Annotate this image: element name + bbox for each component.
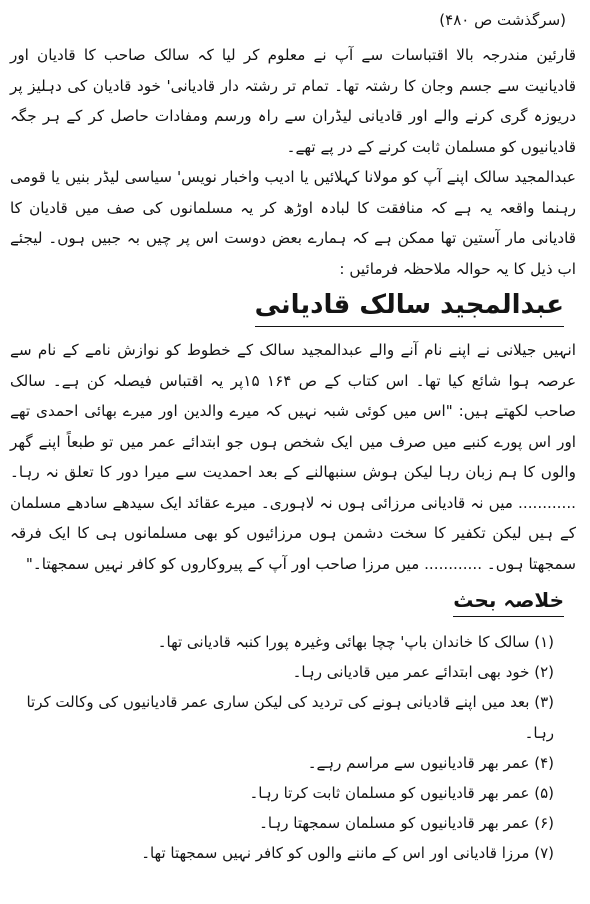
summary-item: (۷) مرزا قادیانی اور اس کے ماننے والوں کو کافر نہیں سمجھتا تھا۔ — [141, 844, 554, 863]
summary-item: (۲) خود بھی ابتدائے عمر میں قادیانی رہا۔ — [292, 663, 554, 682]
page-reference: (سرگذشت ص ۴۸۰) — [439, 11, 566, 29]
summary-item: (۵) عمر بھر قادیانیوں کو مسلمان ثابت کرتا رہا۔ — [249, 784, 554, 803]
intro-paragraph-part-2: عبدالمجید سالک اپنے آپ کو مولانا کہلائیں یا ادیب واخبار نویس' سیاسی لیڈر بنیں یا قومی رہنما واقعہ یہ ہے کہ منافقت کا لبادہ اوڑھ کر یہ مسلمانوں کی صف میں قادیان کا قادیانی مار آستین تھا ممکن ہے کہ ہمارے بعض دوست اس پر چیں بہ جبیں ہوں۔ لیجئے اب ذیل کا یہ حوالہ ملاحظہ فرمائیں : — [10, 168, 576, 278]
summary-item: (۶) عمر بھر قادیانیوں کو مسلمان سمجھتا رہا۔ — [259, 814, 554, 833]
summary-list — [10, 627, 576, 869]
summary-item: (۴) عمر بھر قادیانیوں سے مراسم رہے۔ — [307, 753, 554, 772]
intro-paragraph — [10, 40, 576, 284]
section-heading-summary: خلاصہ بحث — [453, 585, 564, 617]
quote-paragraph: انہیں جیلانی نے اپنے نام آنے والے عبدالمجید سالک کے خطوط کو نوازش نامے کے نام سے عرصہ ہوا شائع کیا تھا۔ اس کتاب کے ص ۱۶۴ ۱۵پر یہ اقتباس فیصلہ کن ہے۔ سالک صاحب لکھتے ہیں: "اس میں کوئی شبہ نہیں کہ میرے والدین اور میرے بھائی احمدی تھے اور اس پورے کنبے میں صرف میں ایک شخص ہوں جو ابتدائے عمر میں تو طبعاً اپنے گھر والوں کا ہم زبان رہا لیکن ہوش سنبھالنے کے بعد احمدیت سے میرا دور کا تعلق نہ رہا۔ ............ میں نہ قادیانی مرزائی ہوں نہ لاہوری۔ میرے عقائد ایک سیدھے سادھے مسلمان کے ہیں لیکن تکفیر کا سخت دشمن ہوں مرزائیوں کو بھی مسلمانوں ہی کا ایک فرقہ سمجھتا ہوں۔ ............ میں مرزا صاحب اور آپ کے پیروکاروں کو کافر نہیں سمجھتا۔" — [10, 341, 577, 573]
summary-item: (۳) بعد میں اپنے قادیانی ہونے کی تردید کی لیکن ساری عمر قادیانیوں کی وکالت کرتا رہا۔ — [26, 693, 554, 742]
summary-item: (۱) سالک کا خاندان باپ' چچا بھائی وغیرہ پورا کنبہ قادیانی تھا۔ — [157, 633, 554, 651]
heading-main-wrapper — [10, 284, 576, 335]
intro-paragraph-part-1: قارئین مندرجہ بالا اقتباسات سے آپ نے معلوم کر لیا کہ سالک صاحب کا قادیان اور قادیانیت سے جسم وجان کا رشتہ تھا۔ تمام تر رشتہ دار قادیانی' خود قادیان کی دہلیز پر دریوزہ گری کرنے والے اور قادیانی لیڈران سے راہ ورسم ومفادات حاصل کر کے ہر جگہ قادیانیوں کو مسلمان ثابت کرنے کے در پے تھے۔ — [10, 46, 576, 156]
section-heading-main: عبدالمجید سالک قادیانی — [255, 286, 564, 327]
heading-summary-wrapper — [10, 579, 576, 627]
